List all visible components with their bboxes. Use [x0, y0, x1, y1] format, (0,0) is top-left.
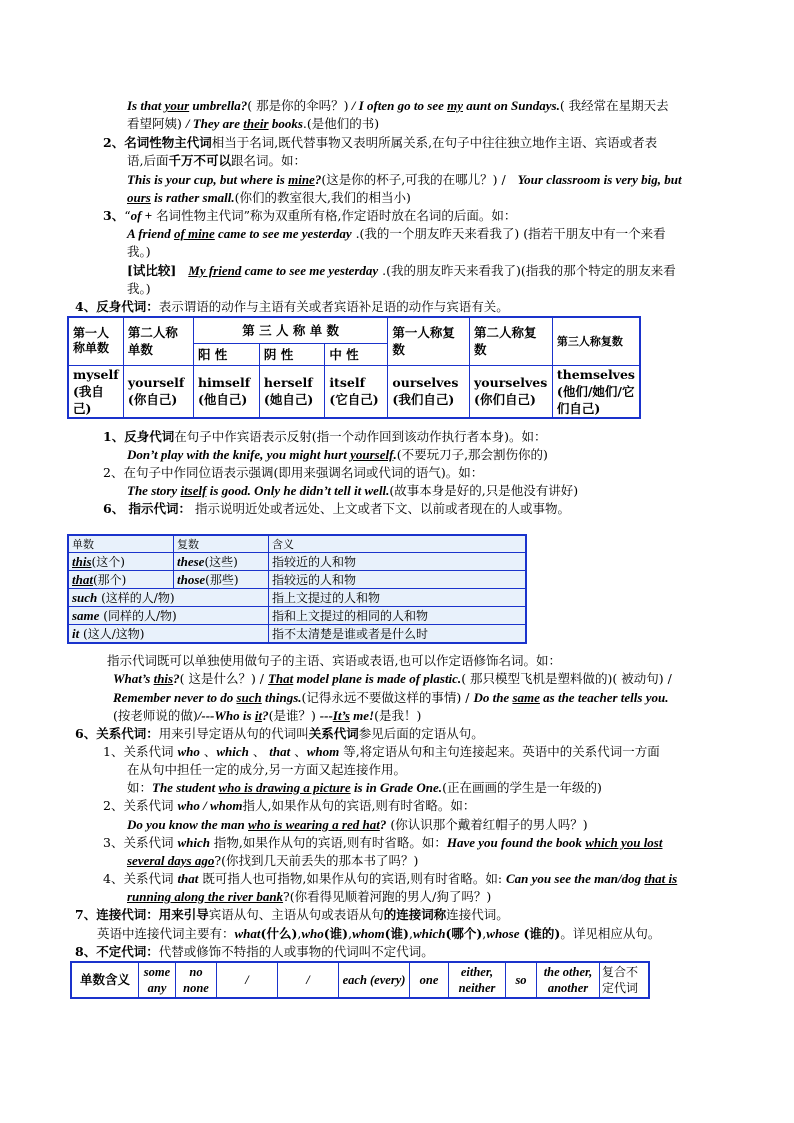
line-reflexive-1-example: Don’t play with the knife, you might hurt yourself.(不要玩刀子,那会割伤你的): [127, 447, 548, 462]
line-noun-possessive-rule: 2、名词性物主代词相当于名词,既代替事物又表明所属关系,在句子中往往独立地作主语、宾语或者表: [103, 135, 658, 150]
cell-it: it (这人/这物): [68, 625, 269, 644]
line-demonstrative-title: 6、 指示代词： 指示说明近处或者远处、上文或者下文、以前或者现在的人或事物。: [103, 501, 571, 516]
th-feminine: 阴 性: [259, 343, 324, 365]
th-plural: 复数: [174, 535, 269, 553]
cell-same-meaning: 指和上文提过的相同的人和物: [269, 607, 527, 625]
line-reflexive-2: 2、在句子中作同位语表示强调(即用来强调名词或代词的语气)。如：: [103, 465, 484, 480]
line-relative-3: 3、关系代词 which 指物,如果作从句的宾语,则有时省略。如：Have you found the book which you lost: [103, 835, 663, 850]
demonstrative-table: [67, 534, 527, 644]
line-relative-1: 1、关系代词 who 、which 、 that 、whom 等,将定语从句和主句连接起来。英语中的关系代词一方面: [103, 744, 660, 759]
th-first-single: 第一人称单数: [68, 317, 123, 365]
cell-it-meaning: 指不太清楚是谁或者是什么时: [269, 625, 527, 644]
cell-herself: herself (她自己): [259, 365, 324, 418]
line-demonstrative-usage: 指示代词既可以单独使用做句子的主语、宾语或表语,也可以作定语修饰名词。如：: [107, 653, 561, 668]
cell-such: such (这样的人/物): [68, 589, 269, 607]
underline-your: your: [164, 98, 190, 113]
line-reflexive-2-example: The story itself is good. Only he didn’t tell it well.(故事本身是好的,只是他没有讲好): [127, 483, 579, 498]
cell-such-meaning: 指上文提过的人和物: [269, 589, 527, 607]
cell-myself: myself (我自己): [68, 365, 123, 418]
th-second-plural: 第二人称复数: [470, 317, 553, 365]
cell-slash-1: /: [217, 962, 278, 998]
line-demonstrative-example-3: (按老师说的做)/---Who is it?(是谁？) ---It’s me!(是我！): [113, 708, 422, 723]
line-double-possessive: 3、“of + 名词性物主代词”称为双重所有格,作定语时放在名词的后面。如：: [103, 208, 517, 223]
line-noun-possessive-example-1: This is your cup, but where is mine?(这是你的杯子,可我的在哪儿？) / Your classroom is very big, but: [127, 172, 682, 187]
line-reflexive-1: 1、反身代词在句子中作宾语表示反射(指一个动作回到该动作执行者本身)。如：: [103, 429, 547, 444]
line-double-possessive-example: A friend of mine came to see me yesterday .(我的一个朋友昨天来看我了) (指若干朋友中有一个来看: [127, 226, 666, 241]
line-conjunctive-title: 7、连接代词：用来引导宾语从句、主语从句或表语从句的连接词称连接代词。: [75, 907, 509, 922]
cell-yourself: yourself (你自己): [123, 365, 193, 418]
cell-far-meaning: 指较远的人和物: [269, 571, 527, 589]
cell-these: these(这些): [174, 553, 269, 571]
cell-no-none: no none: [176, 962, 217, 998]
line-noun-possessive-rule-2: 语,后面千万不可以跟名词。如：: [127, 153, 307, 168]
cell-one: one: [410, 962, 449, 998]
line-relative-title: 6、关系代词：用来引导定语从句的代词叫关系代词参见后面的定语从句。: [75, 726, 484, 741]
th-third-single: 第 三 人 称 单 数: [193, 317, 387, 343]
cell-ourselves: ourselves (我们自己): [388, 365, 470, 418]
line-relative-1-example: 如：The student who is drawing a picture is in Grade One.(正在画画的学生是一年级的): [127, 780, 602, 795]
line-relative-1b: 在从句中担任一定的成分,另一方面又起连接作用。: [127, 762, 406, 777]
indefinite-table: [70, 961, 650, 999]
line-compare-2: 我。): [127, 281, 151, 296]
cell-the-other-another: the other, another: [537, 962, 600, 998]
cell-that: that(那个): [68, 571, 174, 589]
th-neuter: 中 性: [325, 343, 388, 365]
line-relative-2-example: Do you know the man who is wearing a red hat? (你认识那个戴着红帽子的男人吗？): [127, 817, 588, 832]
line-reflexive-title: 4、反身代词：表示谓语的动作与主语有关或者宾语补足语的动作与宾语有关。: [75, 299, 509, 314]
reflexive-table: [67, 316, 641, 419]
cell-some-any: some any: [139, 962, 176, 998]
cell-near-meaning: 指较近的人和物: [269, 553, 527, 571]
line-possessive-example-2: 看望阿姨) / They are their books.(是他们的书): [127, 116, 380, 131]
th-first-plural: 第一人称复数: [388, 317, 470, 365]
th-meaning: 含义: [269, 535, 527, 553]
line-relative-2: 2、关系代词 who / whom指人,如果作从句的宾语,则有时省略。如：: [103, 798, 476, 813]
cell-themselves: themselves (他们/她们/它们自己): [552, 365, 640, 418]
cell-so: so: [506, 962, 537, 998]
line-demonstrative-example-1: What’s this?( 这是什么？) / That model plane is made of plastic.( 那只模型飞机是塑料做的)( 被动句) /: [113, 671, 672, 686]
cell-same: same (同样的人/物): [68, 607, 269, 625]
cell-this: this(这个): [68, 553, 174, 571]
th-single: 单数: [68, 535, 174, 553]
line-relative-4b: running along the river bank?(你看得见顺着河跑的男人/狗了吗？): [127, 889, 492, 904]
cell-himself: himself (他自己): [193, 365, 259, 418]
cell-yourselves: yourselves (你们自己): [470, 365, 553, 418]
line-demonstrative-example-2: Remember never to do such things.(记得永远不要做这样的事情) / Do the same as the teacher tells you.: [113, 690, 669, 705]
th-masculine: 阳 性: [193, 343, 259, 365]
cell-either-neither: either, neither: [449, 962, 506, 998]
th-third-plural: 第三人称复数: [552, 317, 640, 365]
cell-those: those(那些): [174, 571, 269, 589]
cell-itself: itself (它自己): [325, 365, 388, 418]
th-second-single: 第二人称单数: [123, 317, 193, 365]
line-indefinite-title: 8、不定代词：代替或修饰不特指的人或事物的代词叫不定代词。: [75, 944, 434, 959]
cell-each-every: each (every): [339, 962, 410, 998]
th-single-meaning: 单数含义: [71, 962, 139, 998]
line-double-possessive-example-2: 我。): [127, 244, 151, 259]
cell-compound-indefinite: 复合不定代词: [600, 962, 650, 998]
line-compare: [试比较] My friend came to see me yesterday .(我的朋友昨天来看我了)(指我的那个特定的朋友来看: [127, 263, 676, 278]
line-conjunctive-list: 英语中连接代词主要有：what(什么),who(谁),whom(谁),which(哪个),whose (谁的)。详见相应从句。: [97, 926, 661, 941]
line-relative-4: 4、关系代词 that 既可指人也可指物,如果作从句的宾语,则有时省略。如: Can you see the man/dog that is: [103, 871, 678, 886]
cell-slash-2: /: [278, 962, 339, 998]
line-noun-possessive-example-2: ours is rather small.(你们的教室很大,我们的相当小): [127, 190, 411, 205]
line-possessive-example-1: Is that your umbrella?( 那是你的伞吗？) / I often go to see my aunt on Sundays.( 我经常在星期天去: [127, 98, 669, 113]
line-relative-3b: several days ago?(你找到几天前丢失的那本书了吗？): [127, 853, 419, 868]
